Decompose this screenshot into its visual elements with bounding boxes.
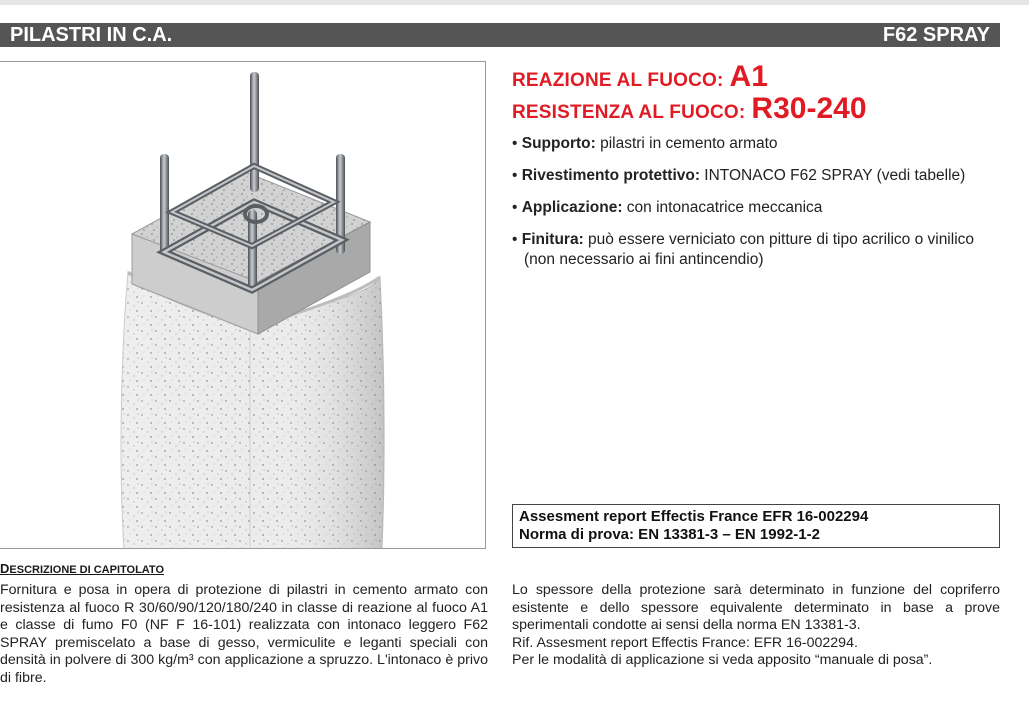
description-right [512, 582, 1000, 670]
rating-value: A1 [729, 60, 768, 93]
protected-column-drawing [0, 62, 486, 549]
report-box [512, 504, 1000, 548]
spec-text: pilastri in cemento armato [595, 135, 778, 152]
product-name: F62 SPRAY [882, 23, 990, 46]
spec-key: Rivestimento protettivo: [521, 167, 700, 184]
description-left: Fornitura e posa in opera di protezione di pilastri in cemento armato con resistenza al fuoco R 30/60/90/120/180/240 in classe di reazione al fuoco A1 e classe di fumo F0 (NF F 16-101) realizzata con intonaco leggero F62 SPRAY premiscelato a base di gesso, vermiculite e leganti speciali con densità in polvere di 300 kg/m³ con applicazione a spruzzo. L'intonaco è privo di fibre. [0, 582, 488, 686]
spec-text: con intonacatrice meccanica [622, 199, 823, 216]
description-paragraph: Lo spessore della protezione sarà determinato in funzione del copriferro esistente e dello spessore equivalente determinato in base a prove sperimentali condotte ai sensi della norma EN 13381-3. [512, 582, 1000, 633]
description-manual-note: Per le modalità di applicazione si veda apposito “manuale di posa”. [512, 652, 933, 668]
header-title: PILASTRI IN C.A. [10, 23, 173, 46]
spec-finish: • Finitura: può essere verniciato con pitture di tipo acrilico o vinilico (non necessario ai fini antincendio) [512, 231, 975, 268]
top-strip [0, 0, 1029, 5]
rating-value: R30-240 [751, 92, 867, 125]
section-title: DESCRIZIONE DI CAPITOLATO [0, 561, 165, 576]
rating-resistance [512, 92, 867, 124]
spec-key: Finitura: [521, 231, 584, 248]
spec-text: può essere verniciato con pitture di tipo acrilico o vinilico (non necessario ai fini antincendio) [524, 231, 975, 268]
rating-label: RESISTENZA AL FUOCO: [512, 102, 746, 123]
rating-label: REAZIONE AL FUOCO: [512, 70, 724, 91]
spec-text: INTONACO F62 SPRAY (vedi tabelle) [700, 167, 966, 184]
fire-ratings [512, 60, 867, 124]
description-reference: Rif. Assesment report Effectis France: EFR 16-002294. [512, 634, 858, 651]
spec-list [512, 134, 1002, 282]
spec-application: • Applicazione: con intonacatrice meccanica [512, 199, 823, 216]
spec-key: Applicazione: [521, 199, 623, 216]
rating-reaction [512, 60, 867, 92]
column-illustration [0, 61, 486, 549]
spec-support: • Supporto: pilastri in cemento armato [512, 135, 778, 152]
spec-coating: • Rivestimento protettivo: INTONACO F62 SPRAY (vedi tabelle) [512, 167, 966, 184]
report-line: Assesment report Effectis France EFR 16-002294 [519, 508, 869, 525]
header-bar [0, 23, 1000, 47]
spec-key: Supporto: [521, 135, 596, 152]
test-standard-line: Norma di prova: EN 13381-3 – EN 1992-1-2 [519, 526, 820, 543]
